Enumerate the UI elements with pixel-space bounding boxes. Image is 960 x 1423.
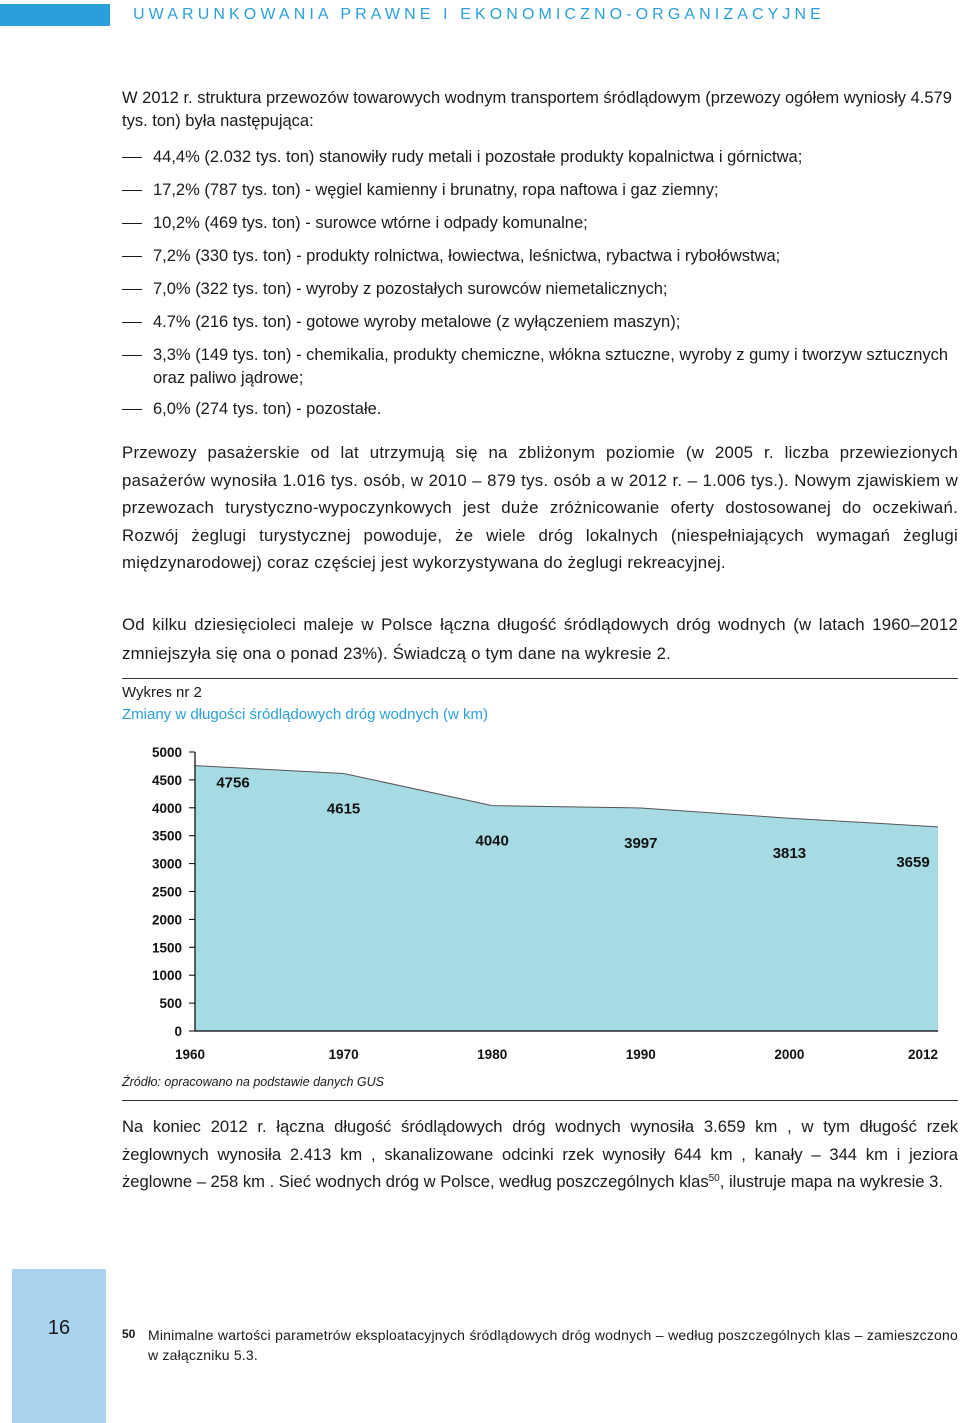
list-item	[122, 179, 958, 202]
list-item-text: 4.7% (216 tys. ton) - gotowe wyroby metalowe (z wyłączeniem maszyn);	[153, 313, 681, 331]
dash-marker	[122, 409, 142, 410]
closing-paragraph	[122, 1113, 958, 1196]
data-label: 3813	[772, 845, 807, 863]
figure-source: Źródło: opracowano na podstawie danych GUS	[122, 1075, 384, 1089]
list-item-text: 7,2% (330 tys. ton) - produkty rolnictwa, łowiectwa, leśnictwa, rybactwa i rybołówstwa;	[153, 247, 781, 265]
list-item	[122, 146, 958, 169]
x-tick-label: 1960	[175, 1047, 206, 1062]
y-tick-label: 5000	[151, 745, 182, 760]
list-item-text: 7,0% (322 tys. ton) - wyroby z pozostałych surowców niemetalicznych;	[153, 280, 668, 298]
dash-marker	[122, 190, 142, 191]
y-tick-label: 3000	[151, 856, 182, 872]
data-label: 3997	[624, 834, 658, 852]
footnote-number: 50	[122, 1327, 136, 1341]
x-tick-label: 2012	[907, 1047, 938, 1062]
closing-text-tail: , ilustruje mapa na wykresie 3.	[719, 1172, 943, 1191]
page-number: 16	[47, 1317, 71, 1339]
data-label: 3659	[896, 853, 930, 871]
y-tick-label: 2500	[151, 884, 182, 900]
x-tick-label: 1990	[625, 1047, 656, 1062]
dash-marker	[122, 322, 142, 323]
figure-top-rule	[122, 678, 958, 679]
list-item	[122, 245, 958, 268]
y-tick-label: 1500	[151, 940, 182, 956]
intro-paragraph: W 2012 r. struktura przewozów towarowych wodnym transportem śródlądowym (przewozy ogółem wyniosły 4.579 tys. ton) była następująca:	[122, 89, 952, 130]
passenger-paragraph: Przewozy pasażerskie od lat utrzymują się na zbliżonym poziomie (w 2005 r. liczba przewiezionych pasażerów wynosiła 1.016 tys. osób, w 2010 – 879 tys. osób a w 2012 r. – 1.006 tys.). Nowym zjawiskiem w przewozach turystyczno-wypoczynkowych jest duże zróżnicowanie oferty dostosowanej do oczekiwań. Rozwój żeglugi turystycznej powoduje, że wiele dróg lokalnych (niespełniających wymagań żeglugi międzynarodowej) coraz częściej jest wykorzystywana do żeglugi rekreacyjnej.	[122, 443, 958, 572]
footnote-reference[interactable]: 50	[708, 1173, 720, 1184]
figure-title: Zmiany w długości śródlądowych dróg wodnych (w km)	[122, 706, 488, 723]
figure-bottom-rule	[122, 1100, 958, 1101]
y-tick-label: 3500	[151, 828, 182, 844]
x-axis-ticks	[175, 1047, 938, 1062]
list-item	[122, 344, 958, 390]
figure-number: Wykres nr 2	[122, 684, 202, 701]
page-number-box	[12, 1269, 106, 1423]
dash-marker	[122, 355, 142, 356]
data-label: 4615	[326, 800, 361, 818]
header-accent-bar	[0, 4, 110, 26]
list-item-text: 10,2% (469 tys. ton) - surowce wtórne i odpady komunalne;	[153, 214, 588, 232]
y-axis-ticks	[152, 745, 195, 1039]
waterway-length-paragraph: Od kilku dziesięcioleci maleje w Polsce łączna długość śródlądowych dróg wodnych (w latach 1960–2012 zmniejszyła się ona o ponad 23%). Świadczą o tym dane na wykresie 2.	[122, 615, 958, 663]
y-tick-label: 1000	[151, 968, 182, 984]
y-tick-label: 500	[159, 996, 182, 1012]
x-tick-label: 1970	[328, 1047, 359, 1062]
dash-marker	[122, 157, 142, 158]
list-item-text: 44,4% (2.032 tys. ton) stanowiły rudy metali i pozostałe produkty kopalnictwa i górnictwa;	[153, 148, 803, 166]
list-item-text: 6,0% (274 tys. ton) - pozostałe.	[153, 400, 382, 418]
closing-text: Na koniec 2012 r. łączna długość śródlądowych dróg wodnych wynosiła 3.659 km , w tym długość rzek żeglownych wynosiła 2.413 km , skanalizowane odcinki rzek wynosiły 644 km , kanały – 344 km i jeziora żeglowne – 258 km . Sieć wodnych dróg w Polsce, według poszczególnych klas	[122, 1117, 958, 1191]
y-tick-label: 0	[174, 1024, 182, 1039]
dash-marker	[122, 223, 142, 224]
section-header: UWARUNKOWANIA PRAWNE I EKONOMICZNO-ORGANIZACYJNE	[133, 6, 825, 23]
waterway-length-chart	[120, 738, 950, 1070]
data-label: 4040	[475, 832, 509, 850]
cargo-structure-list	[122, 146, 958, 431]
x-tick-label: 2000	[774, 1047, 805, 1062]
y-tick-label: 2000	[151, 912, 182, 928]
y-tick-label: 4500	[151, 772, 182, 788]
area-fill	[195, 766, 938, 1031]
list-item	[122, 212, 958, 235]
data-label: 4756	[216, 774, 250, 792]
list-item-text: 17,2% (787 tys. ton) - węgiel kamienny i brunatny, ropa naftowa i gaz ziemny;	[153, 181, 719, 199]
y-tick-label: 4000	[151, 800, 182, 816]
dash-marker	[122, 256, 142, 257]
list-item	[122, 398, 958, 421]
footnote-text: Minimalne wartości parametrów eksploatacyjnych śródlądowych dróg wodnych – według poszczególnych klas – zamieszczono w załączniku 5.3.	[148, 1327, 958, 1363]
x-tick-label: 1980	[477, 1047, 508, 1062]
list-item	[122, 278, 958, 301]
list-item	[122, 311, 958, 334]
list-item-text: 3,3% (149 tys. ton) - chemikalia, produkty chemiczne, włókna sztuczne, wyroby z gumy i tworzyw sztucznych oraz paliwo jądrowe;	[153, 346, 949, 387]
dash-marker	[122, 289, 142, 290]
